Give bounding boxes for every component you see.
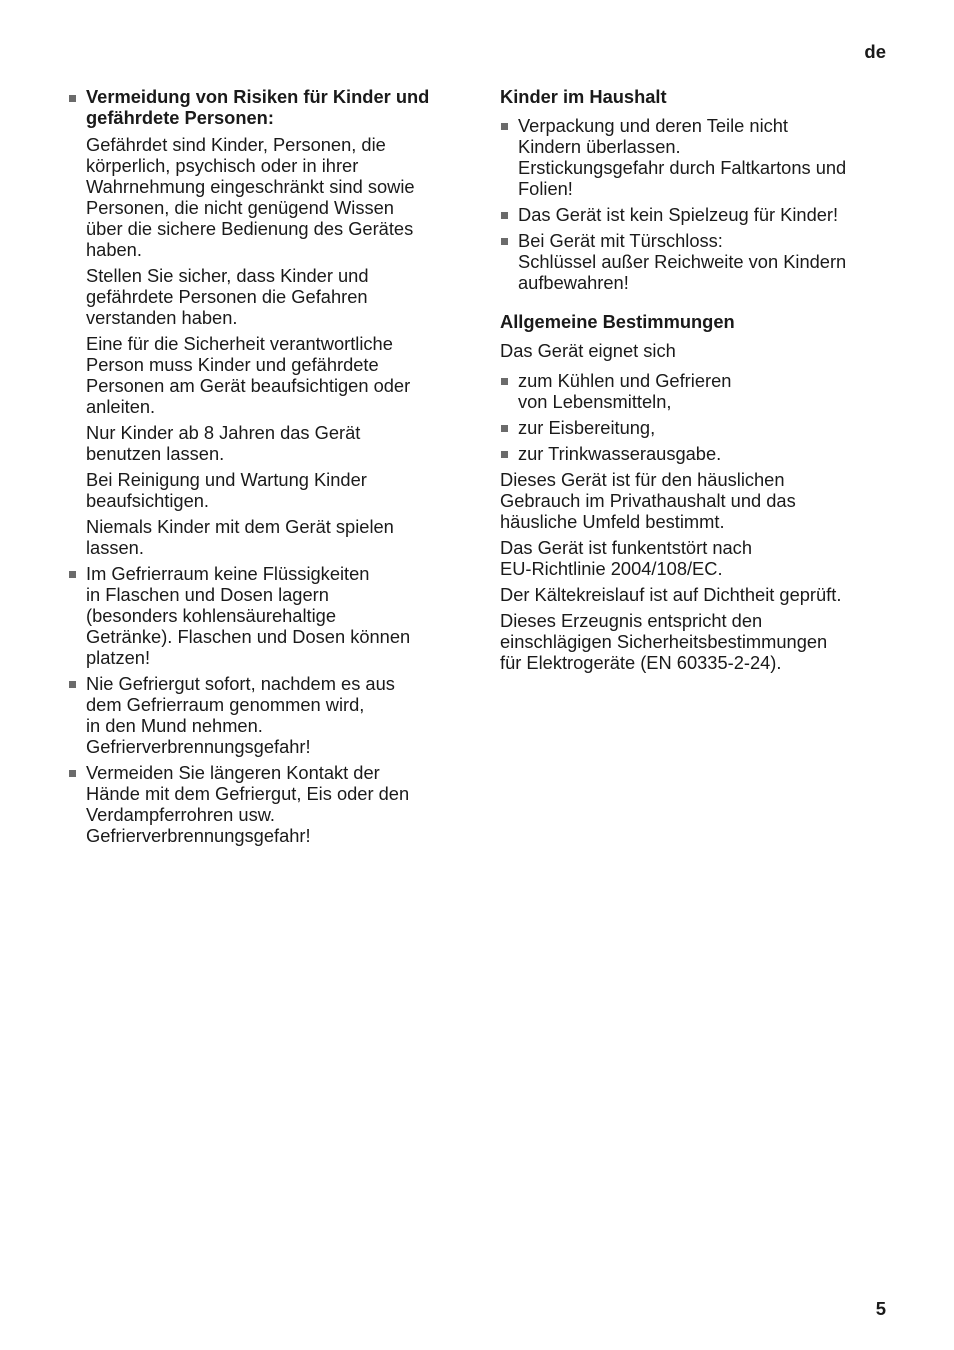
text-line: Gefrierverbrennungsgefahr! [86, 736, 311, 757]
text-line: häusliche Umfeld bestimmt. [500, 511, 725, 532]
right-column [500, 86, 890, 678]
text-line: Bei Gerät mit Türschloss: [518, 230, 723, 251]
text-line: Der Kältekreislauf ist auf Dichtheit geprüft. [500, 584, 842, 605]
paragraph [86, 333, 453, 417]
section-intro: Das Gerät eignet sich [500, 340, 676, 361]
list-item [500, 115, 890, 199]
list-item [500, 417, 890, 438]
text-line: Vermeidung von Risiken für Kinder und [86, 86, 430, 107]
text-line: in Flaschen und Dosen lagern [86, 584, 329, 605]
paragraph [500, 469, 890, 532]
text-line: gefährdete Personen: [86, 107, 274, 128]
text-line: Dieses Gerät ist für den häuslichen [500, 469, 785, 490]
text-line: in den Mund nehmen. [86, 715, 263, 736]
text-line: gefährdete Personen die Gefahren [86, 286, 368, 307]
paragraph [86, 469, 453, 511]
list-item-freezer-liquids [68, 563, 453, 668]
text-line: dem Gefrierraum genommen wird, [86, 694, 365, 715]
text-line: verstanden haben. [86, 307, 238, 328]
paragraph [500, 610, 890, 673]
text-line: zum Kühlen und Gefrieren [518, 370, 732, 391]
text-line: Person muss Kinder und gefährdete [86, 354, 379, 375]
paragraph [86, 134, 453, 260]
paragraph [86, 516, 453, 558]
text-line: Gebrauch im Privathaushalt und das [500, 490, 796, 511]
left-column [68, 86, 453, 851]
text-line: Kindern überlassen. [518, 136, 681, 157]
text-line: Folien! [518, 178, 573, 199]
text-line: von Lebensmitteln, [518, 391, 672, 412]
text-line: Bei Reinigung und Wartung Kinder [86, 469, 367, 490]
text-line: Niemals Kinder mit dem Gerät spielen [86, 516, 394, 537]
text-line: (besonders kohlensäurehaltige [86, 605, 337, 626]
text-line: körperlich, psychisch oder in ihrer [86, 155, 359, 176]
text-line: Wahrnehmung eingeschränkt sind sowie [86, 176, 415, 197]
paragraph [500, 584, 890, 605]
list-item [500, 370, 890, 412]
list-item [500, 443, 890, 464]
list-item-hand-contact [68, 762, 453, 846]
text-line: Das Gerät ist kein Spielzeug für Kinder! [518, 204, 839, 225]
text-line: einschlägigen Sicherheitsbestimmungen [500, 631, 828, 652]
text-line: zur Eisbereitung, [518, 417, 656, 438]
text-line: haben. [86, 239, 142, 260]
list-item-risk-children [68, 86, 453, 558]
text-line: Hände mit dem Gefriergut, Eis oder den [86, 783, 410, 804]
section-heading-kinder: Kinder im Haushalt [500, 86, 667, 107]
text-line: Eine für die Sicherheit verantwortliche [86, 333, 393, 354]
text-line: Nur Kinder ab 8 Jahren das Gerät [86, 422, 361, 443]
text-line: Gefährdet sind Kinder, Personen, die [86, 134, 386, 155]
paragraph [500, 537, 890, 579]
text-line: Das Gerät ist funkentstört nach [500, 537, 752, 558]
text-line: Schlüssel außer Reichweite von Kindern [518, 251, 847, 272]
text-line: aufbewahren! [518, 272, 629, 293]
list-item [500, 230, 890, 293]
text-line: Gefrierverbrennungsgefahr! [86, 825, 311, 846]
item-heading [86, 86, 453, 128]
text-line: anleiten. [86, 396, 156, 417]
text-line: platzen! [86, 647, 151, 668]
text-line: Nie Gefriergut sofort, nachdem es aus [86, 673, 395, 694]
text-line: Im Gefrierraum keine Flüssigkeiten [86, 563, 370, 584]
text-line: lassen. [86, 537, 144, 558]
text-line: zur Trinkwasserausgabe. [518, 443, 722, 464]
paragraph [86, 422, 453, 464]
list-item [500, 204, 890, 225]
text-line: Personen, die nicht genügend Wissen [86, 197, 394, 218]
text-line: beaufsichtigen. [86, 490, 209, 511]
text-line: Stellen Sie sicher, dass Kinder und [86, 265, 369, 286]
page-number: 5 [875, 1298, 886, 1319]
text-line: Getränke). Flaschen und Dosen können [86, 626, 411, 647]
paragraph [86, 265, 453, 328]
text-line: EU-Richtlinie 2004/108/EC. [500, 558, 723, 579]
text-line: Verpackung und deren Teile nicht [518, 115, 789, 136]
section-heading-allgemein: Allgemeine Bestimmungen [500, 311, 735, 332]
language-label: de [864, 41, 886, 62]
text-line: für Elektrogeräte (EN 60335-2-24). [500, 652, 782, 673]
text-line: Vermeiden Sie längeren Kontakt der [86, 762, 380, 783]
text-line: Erstickungsgefahr durch Faltkartons und [518, 157, 847, 178]
text-line: über die sichere Bedienung des Gerätes [86, 218, 414, 239]
text-line: Dieses Erzeugnis entspricht den [500, 610, 763, 631]
text-line: Personen am Gerät beaufsichtigen oder [86, 375, 411, 396]
list-item-frozen-food-mouth [68, 673, 453, 757]
text-line: benutzen lassen. [86, 443, 225, 464]
text-line: Verdampferrohren usw. [86, 804, 276, 825]
